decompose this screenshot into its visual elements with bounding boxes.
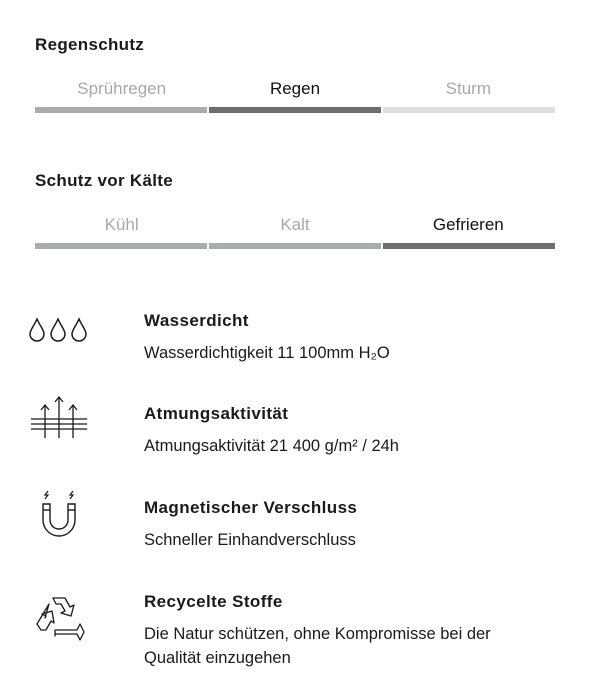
feature-description: Die Natur schützen, ohne Kompromisse bei der Qualität einzugehen bbox=[144, 625, 491, 667]
feature-title: Magnetischer Verschluss bbox=[144, 498, 358, 517]
feature-description: Schneller Einhandverschluss bbox=[144, 531, 356, 549]
recycle-icon bbox=[25, 594, 95, 644]
feature-title: Wasserdicht bbox=[144, 311, 249, 330]
magnet-icon bbox=[25, 488, 95, 538]
rain-bar-segment-2 bbox=[209, 107, 381, 113]
cold-protection-scale bbox=[35, 210, 555, 249]
feature-title: Atmungsaktivität bbox=[144, 404, 289, 423]
cold-level-cool: Kühl bbox=[104, 215, 139, 234]
feature-description: Wasserdichtigkeit 11 100mm H₂O bbox=[144, 344, 390, 362]
rain-protection-title: Regenschutz bbox=[35, 35, 145, 54]
feature-recycled-fabrics bbox=[0, 592, 602, 682]
cold-bar-segment-1 bbox=[35, 243, 207, 249]
feature-breathability bbox=[0, 404, 602, 494]
rain-level-heavy: Sturm bbox=[445, 79, 491, 98]
feature-waterproof bbox=[0, 311, 602, 401]
rain-level-light: Sprühregen bbox=[77, 79, 167, 98]
feature-title: Recycelte Stoffe bbox=[144, 592, 283, 611]
breathability-icon bbox=[25, 392, 95, 442]
rain-protection-scale bbox=[35, 74, 555, 113]
feature-description: Atmungsaktivität 21 400 g/m² / 24h bbox=[144, 437, 399, 455]
cold-level-freezing: Gefrieren bbox=[432, 215, 504, 234]
rain-bar-segment-3 bbox=[383, 107, 555, 113]
cold-bar-segment-2 bbox=[209, 243, 381, 249]
feature-magnetic-closure bbox=[0, 498, 602, 588]
rain-level-medium: Regen bbox=[269, 79, 321, 98]
cold-level-cold: Kalt bbox=[280, 215, 310, 234]
water-drops-icon bbox=[25, 306, 95, 356]
cold-protection-title: Schutz vor Kälte bbox=[35, 171, 173, 190]
rain-bar-segment-1 bbox=[35, 107, 207, 113]
cold-bar-segment-3 bbox=[383, 243, 555, 249]
